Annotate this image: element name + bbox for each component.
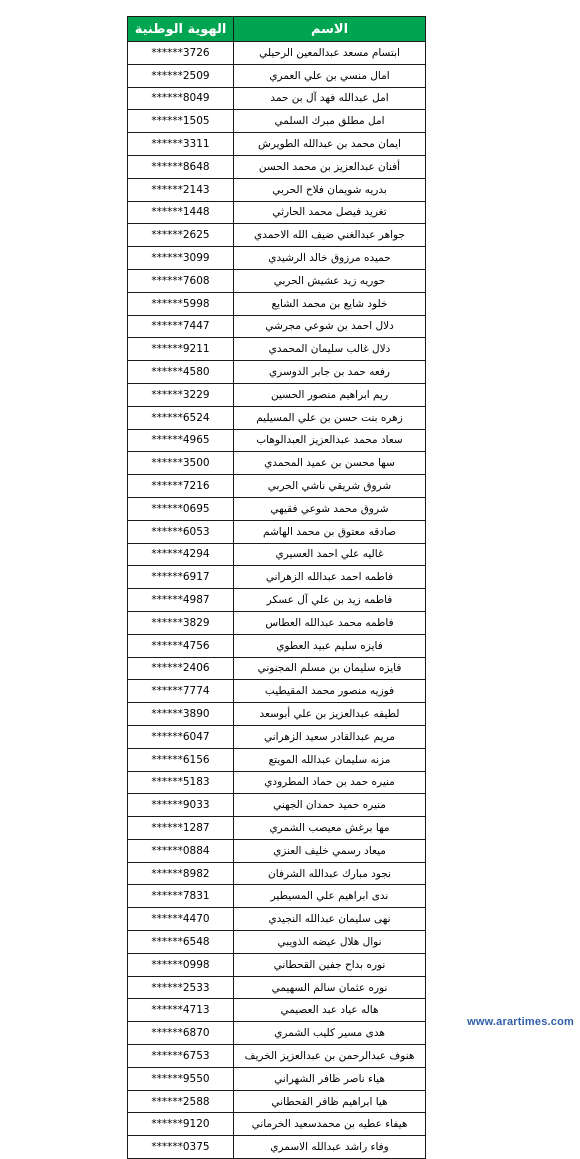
national-id-cell: ******2625 [128, 224, 234, 247]
national-id-cell: ******4965 [128, 429, 234, 452]
table-row [128, 497, 426, 520]
table-row [128, 999, 426, 1022]
table-row [128, 566, 426, 589]
national-id-cell: ******0375 [128, 1136, 234, 1159]
name-cell: هدى مسير كليب الشمري [234, 1022, 426, 1045]
table-row [128, 406, 426, 429]
name-cell: خلود شايع بن محمد الشايع [234, 292, 426, 315]
national-id-cell: ******4294 [128, 543, 234, 566]
table-row [128, 794, 426, 817]
national-id-cell: ******6753 [128, 1045, 234, 1068]
table-row [128, 1136, 426, 1159]
table-row [128, 429, 426, 452]
name-cell: مريم عبدالقادر سعيد الزهراني [234, 725, 426, 748]
name-cell: شروق محمد شوعي فقيهي [234, 497, 426, 520]
national-id-cell: ******3311 [128, 133, 234, 156]
national-id-cell: ******6548 [128, 931, 234, 954]
name-cell: وفاء راشد عبدالله الاسمري [234, 1136, 426, 1159]
table-row [128, 1113, 426, 1136]
table-row [128, 657, 426, 680]
table-row [128, 1022, 426, 1045]
national-id-cell: ******4470 [128, 908, 234, 931]
table-row [128, 383, 426, 406]
national-id-cell: ******4580 [128, 361, 234, 384]
name-cell: تغريد فيصل محمد الحارثي [234, 201, 426, 224]
table-row [128, 224, 426, 247]
table-row [128, 543, 426, 566]
national-id-cell: ******7216 [128, 475, 234, 498]
name-cell: نوره عثمان سالم السهيمي [234, 976, 426, 999]
name-cell: نوال هلال عيضه الذويبي [234, 931, 426, 954]
national-id-cell: ******4713 [128, 999, 234, 1022]
name-cell: زهره بنت حسن بن علي المسيليم [234, 406, 426, 429]
name-cell: منيره حمد بن حماد المطرودي [234, 771, 426, 794]
name-cell: رفعه حمد بن جابر الدوسري [234, 361, 426, 384]
national-id-cell: ******2509 [128, 64, 234, 87]
table-row [128, 1067, 426, 1090]
table-row [128, 931, 426, 954]
table-row [128, 452, 426, 475]
national-id-cell: ******7447 [128, 315, 234, 338]
name-column-header: الاسم [234, 17, 426, 42]
table-row [128, 1090, 426, 1113]
name-cell: ريم ابراهيم منصور الحسين [234, 383, 426, 406]
name-cell: سعاد محمد عبدالعزيز العبدالوهاب [234, 429, 426, 452]
table-row [128, 155, 426, 178]
name-cell: هياء ناصر ظافر الشهراني [234, 1067, 426, 1090]
table-row [128, 725, 426, 748]
national-id-cell: ******0695 [128, 497, 234, 520]
name-cell: بدريه شويمان فلاح الحربي [234, 178, 426, 201]
name-cell: أفنان عبدالعزيز بن محمد الحسن [234, 155, 426, 178]
table-row [128, 338, 426, 361]
table-row [128, 885, 426, 908]
table-row [128, 680, 426, 703]
national-id-cell: ******8982 [128, 862, 234, 885]
table-row [128, 703, 426, 726]
national-id-cell: ******2588 [128, 1090, 234, 1113]
national-id-cell: ******6524 [128, 406, 234, 429]
name-cell: جواهر عبدالغني ضيف الله الاحمدي [234, 224, 426, 247]
name-cell: شروق شريقي ناشي الحربي [234, 475, 426, 498]
name-cell: ابتسام مسعد عبدالمعين الرحيلي [234, 42, 426, 65]
table-row [128, 748, 426, 771]
table-row [128, 611, 426, 634]
table-row [128, 269, 426, 292]
national-id-cell: ******6917 [128, 566, 234, 589]
national-id-cell: ******5183 [128, 771, 234, 794]
national-id-cell: ******0884 [128, 839, 234, 862]
name-cell: نهى سليمان عبدالله النجيدي [234, 908, 426, 931]
name-cell: هاله عياد عبد العصيمي [234, 999, 426, 1022]
roster-body [128, 42, 426, 1159]
table-row [128, 520, 426, 543]
national-id-cell: ******2143 [128, 178, 234, 201]
name-cell: هنوف عبدالرحمن بن عبدالعزيز الخريف [234, 1045, 426, 1068]
name-cell: فاطمه احمد عبدالله الزهراني [234, 566, 426, 589]
national-id-cell: ******3229 [128, 383, 234, 406]
roster-table [127, 16, 426, 1159]
national-id-cell: ******1448 [128, 201, 234, 224]
name-cell: نجود مبارك عبدالله الشرفان [234, 862, 426, 885]
national-id-cell: ******5998 [128, 292, 234, 315]
table-row [128, 201, 426, 224]
national-id-cell: ******4987 [128, 589, 234, 612]
table-row [128, 817, 426, 840]
table-row [128, 1045, 426, 1068]
national-id-cell: ******6156 [128, 748, 234, 771]
national-id-cell: ******3099 [128, 247, 234, 270]
national-id-cell: ******7608 [128, 269, 234, 292]
national-id-cell: ******6870 [128, 1022, 234, 1045]
table-row [128, 42, 426, 65]
name-cell: فايزه سليم عبيد العطوي [234, 634, 426, 657]
national-id-cell: ******2533 [128, 976, 234, 999]
table-row [128, 953, 426, 976]
name-cell: حوريه زيد عشيش الحربي [234, 269, 426, 292]
name-cell: فوزيه منصور محمد المقيطيب [234, 680, 426, 703]
table-row [128, 315, 426, 338]
table-row [128, 178, 426, 201]
name-cell: نوره بداح جفين القحطاني [234, 953, 426, 976]
national-id-cell: ******1505 [128, 110, 234, 133]
name-cell: ندى ابراهيم علي المسيطير [234, 885, 426, 908]
name-cell: لطيفه عبدالعزيز بن علي أبوسعد [234, 703, 426, 726]
table-row [128, 976, 426, 999]
name-cell: صادقه معتوق بن محمد الهاشم [234, 520, 426, 543]
table-row [128, 361, 426, 384]
national-id-cell: ******6053 [128, 520, 234, 543]
name-cell: مها برغش معيصب الشمري [234, 817, 426, 840]
national-id-cell: ******6047 [128, 725, 234, 748]
table-row [128, 87, 426, 110]
name-cell: سها محسن بن عميد المحمدي [234, 452, 426, 475]
name-cell: دلال احمد بن شوعي مجرشي [234, 315, 426, 338]
site-watermark: www.arartimes.com [467, 1016, 574, 1028]
name-cell: هيا ابراهيم ظافر القحطاني [234, 1090, 426, 1113]
national-id-cell: ******3500 [128, 452, 234, 475]
table-row [128, 862, 426, 885]
name-cell: مزنه سليمان عبدالله المويتع [234, 748, 426, 771]
name-cell: هيفاء عطيه بن محمدسعيد الخرماني [234, 1113, 426, 1136]
table-row [128, 771, 426, 794]
name-cell: امال منسي بن علي العمري [234, 64, 426, 87]
national-id-cell: ******9550 [128, 1067, 234, 1090]
name-cell: منيره حميد حمدان الجهني [234, 794, 426, 817]
table-row [128, 110, 426, 133]
table-row [128, 475, 426, 498]
table-row [128, 133, 426, 156]
table-row [128, 64, 426, 87]
table-row [128, 589, 426, 612]
national-id-cell: ******9120 [128, 1113, 234, 1136]
national-id-cell: ******8049 [128, 87, 234, 110]
table-row [128, 247, 426, 270]
table-row [128, 292, 426, 315]
name-cell: امل مطلق مبرك السلمي [234, 110, 426, 133]
name-cell: ايمان محمد بن عبدالله الطويرش [234, 133, 426, 156]
national-id-cell: ******7774 [128, 680, 234, 703]
name-cell: ميعاد رسمي خليف العنزي [234, 839, 426, 862]
name-cell: حميده مرزوق خالد الرشيدي [234, 247, 426, 270]
name-cell: فاطمه زيد بن علي آل عسكر [234, 589, 426, 612]
national-id-cell: ******9211 [128, 338, 234, 361]
name-cell: دلال غالب سليمان المحمدي [234, 338, 426, 361]
national-id-cell: ******4756 [128, 634, 234, 657]
national-id-cell: ******1287 [128, 817, 234, 840]
table-row [128, 634, 426, 657]
name-cell: امل عبدالله فهد آل بن حمد [234, 87, 426, 110]
table-row [128, 839, 426, 862]
name-cell: غاليه علي احمد العسيري [234, 543, 426, 566]
national-id-column-header: الهوية الوطنية [128, 17, 234, 42]
national-id-cell: ******7831 [128, 885, 234, 908]
name-cell: فايزه سليمان بن مسلم المجنوني [234, 657, 426, 680]
national-id-cell: ******3726 [128, 42, 234, 65]
national-id-cell: ******8648 [128, 155, 234, 178]
national-id-cell: ******3829 [128, 611, 234, 634]
roster-sheet [127, 16, 425, 1159]
national-id-cell: ******9033 [128, 794, 234, 817]
table-row [128, 908, 426, 931]
table-header-row [128, 17, 426, 42]
national-id-cell: ******3890 [128, 703, 234, 726]
national-id-cell: ******2406 [128, 657, 234, 680]
national-id-cell: ******0998 [128, 953, 234, 976]
name-cell: فاطمه محمد عبدالله العطاس [234, 611, 426, 634]
